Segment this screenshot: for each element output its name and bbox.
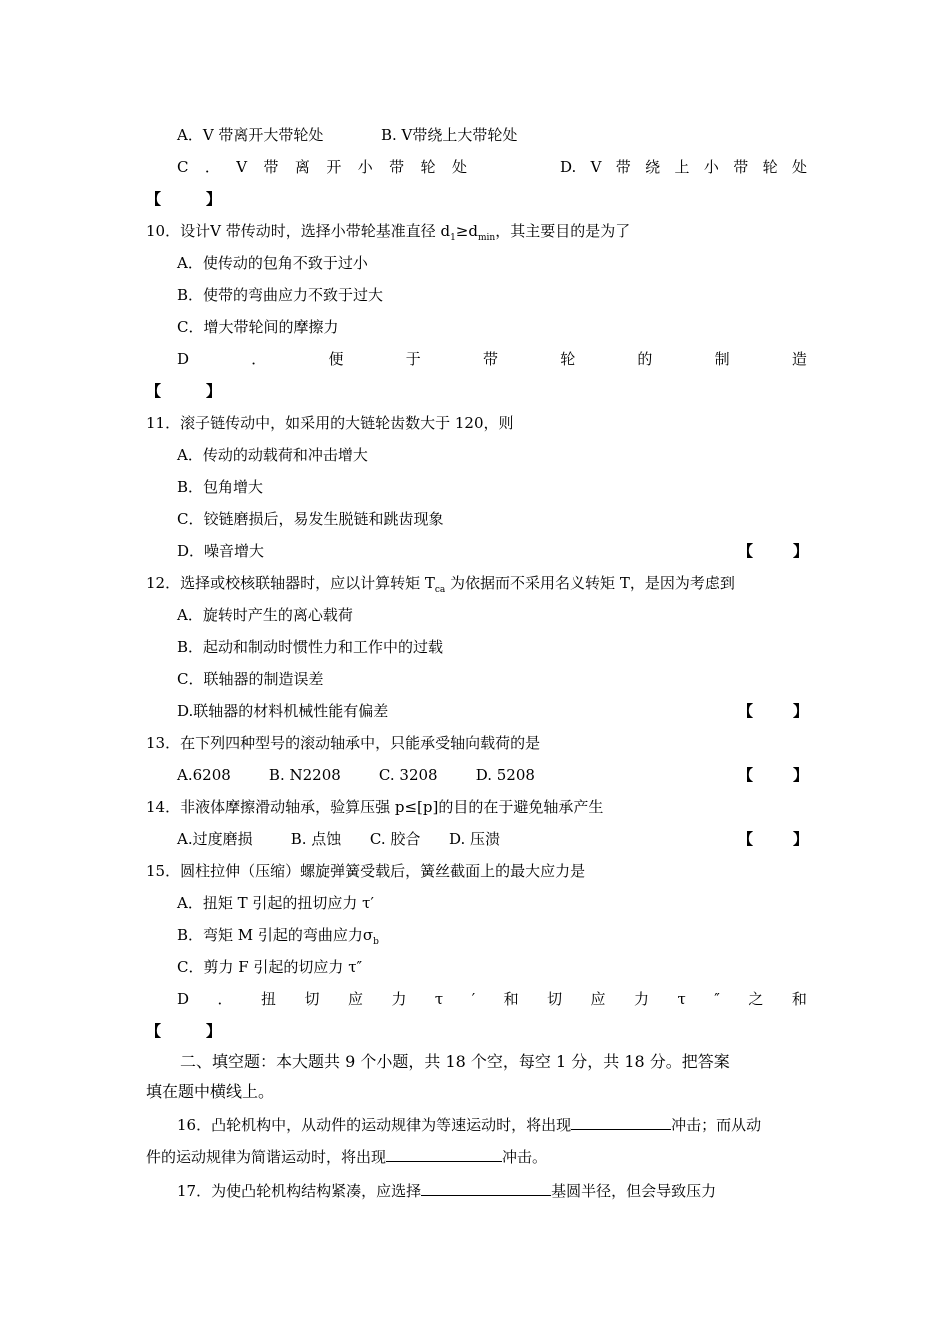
- q12-option-b: B．起动和制动时惯性力和工作中的过载: [177, 638, 444, 656]
- q9-answer-bracket: 【 】: [146, 190, 221, 208]
- q9-option-c: C ． V 带 离 开 小 带 轮 处: [177, 158, 467, 176]
- q10-option-b: B．使带的弯曲应力不致于过大: [177, 286, 384, 304]
- q17-blank-1: [421, 1181, 551, 1196]
- q14-answer-bracket: 【 】: [738, 830, 808, 848]
- section-2-heading: 二、填空题：本大题共 9 个小题，共 18 个空，每空 1 分，共 18 分。把答案: [180, 1052, 730, 1071]
- q11-option-d: D．噪音增大: [177, 542, 265, 560]
- q10-option-d: D ． 便 于 带 轮 的 制 造: [177, 350, 807, 368]
- q9-option-a: A．V 带离开大带轮处: [177, 126, 324, 144]
- q15-option-c: C．剪力 F 引起的切应力 τ″: [177, 958, 363, 976]
- q10-answer-bracket: 【 】: [146, 382, 221, 400]
- q11-option-b: B．包角增大: [177, 478, 264, 496]
- q11-option-a: A．传动的动载荷和冲击增大: [177, 446, 368, 464]
- q11-answer-bracket: 【 】: [738, 542, 808, 560]
- q11-stem: 11．滚子链传动中，如采用的大链轮齿数大于 120，则: [146, 414, 514, 432]
- q15-option-d: D ． 扭 切 应 力 τ ′ 和 切 应 力 τ ″ 之 和: [177, 990, 807, 1008]
- q12-answer-bracket: 【 】: [738, 702, 808, 720]
- q12-stem: 12．选择或校核联轴器时，应以计算转矩 $T_{ca}$ 为依据而不采用名义转矩 T，是因为考虑到: [146, 574, 735, 595]
- q12-option-d: D.联轴器的材料机械性能有偏差: [177, 702, 389, 720]
- q10-stem: 10．设计V 带传动时，选择小带轮基准直径 $d_1\ge d_{min}$，其主要目的是为了: [146, 222, 631, 243]
- q9-option-d: D. V 带 绕 上 小 带 轮 处: [560, 158, 807, 176]
- q16-blank-2: [386, 1147, 502, 1162]
- q13-options: A.6208 B. N2208 C. 3208 D. 5208: [177, 766, 535, 784]
- q15-answer-bracket: 【 】: [146, 1022, 221, 1040]
- q14-options: A.过度磨损 B. 点蚀 C. 胶合 D. 压溃: [177, 830, 501, 848]
- q10-option-a: A．使传动的包角不致于过小: [177, 254, 368, 272]
- q16-blank-1: [571, 1115, 671, 1130]
- section-2-heading-cont: 填在题中横线上。: [146, 1082, 275, 1101]
- q15-option-b: B．弯矩 M 引起的弯曲应力$\sigma_b$: [177, 926, 379, 947]
- q11-option-c: C．铰链磨损后，易发生脱链和跳齿现象: [177, 510, 444, 528]
- q9-option-b: B. V带绕上大带轮处: [381, 126, 518, 144]
- q16-line-1: 16．凸轮机构中，从动件的运动规律为等速运动时，将出现 冲击；而从动: [177, 1116, 762, 1134]
- q17-line-1: 17．为使凸轮机构结构紧凑，应选择 基圆半径，但会导致压力: [177, 1182, 717, 1200]
- q15-stem: 15．圆柱拉伸（压缩）螺旋弹簧受载后，簧丝截面上的最大应力是: [146, 862, 586, 880]
- q10-option-c: C．增大带轮间的摩擦力: [177, 318, 339, 336]
- q15-option-a: A．扭矩 T 引起的扭切应力 τ′: [177, 894, 374, 912]
- q13-answer-bracket: 【 】: [738, 766, 808, 784]
- q12-option-c: C．联轴器的制造误差: [177, 670, 324, 688]
- q14-stem: 14．非液体摩擦滑动轴承，验算压强 p≤[p]的目的在于避免轴承产生: [146, 798, 604, 816]
- q16-line-2: 件的运动规律为简谐运动时，将出现 冲击。: [146, 1148, 548, 1166]
- q13-stem: 13．在下列四种型号的滚动轴承中，只能承受轴向载荷的是: [146, 734, 541, 752]
- q12-option-a: A．旋转时产生的离心载荷: [177, 606, 353, 624]
